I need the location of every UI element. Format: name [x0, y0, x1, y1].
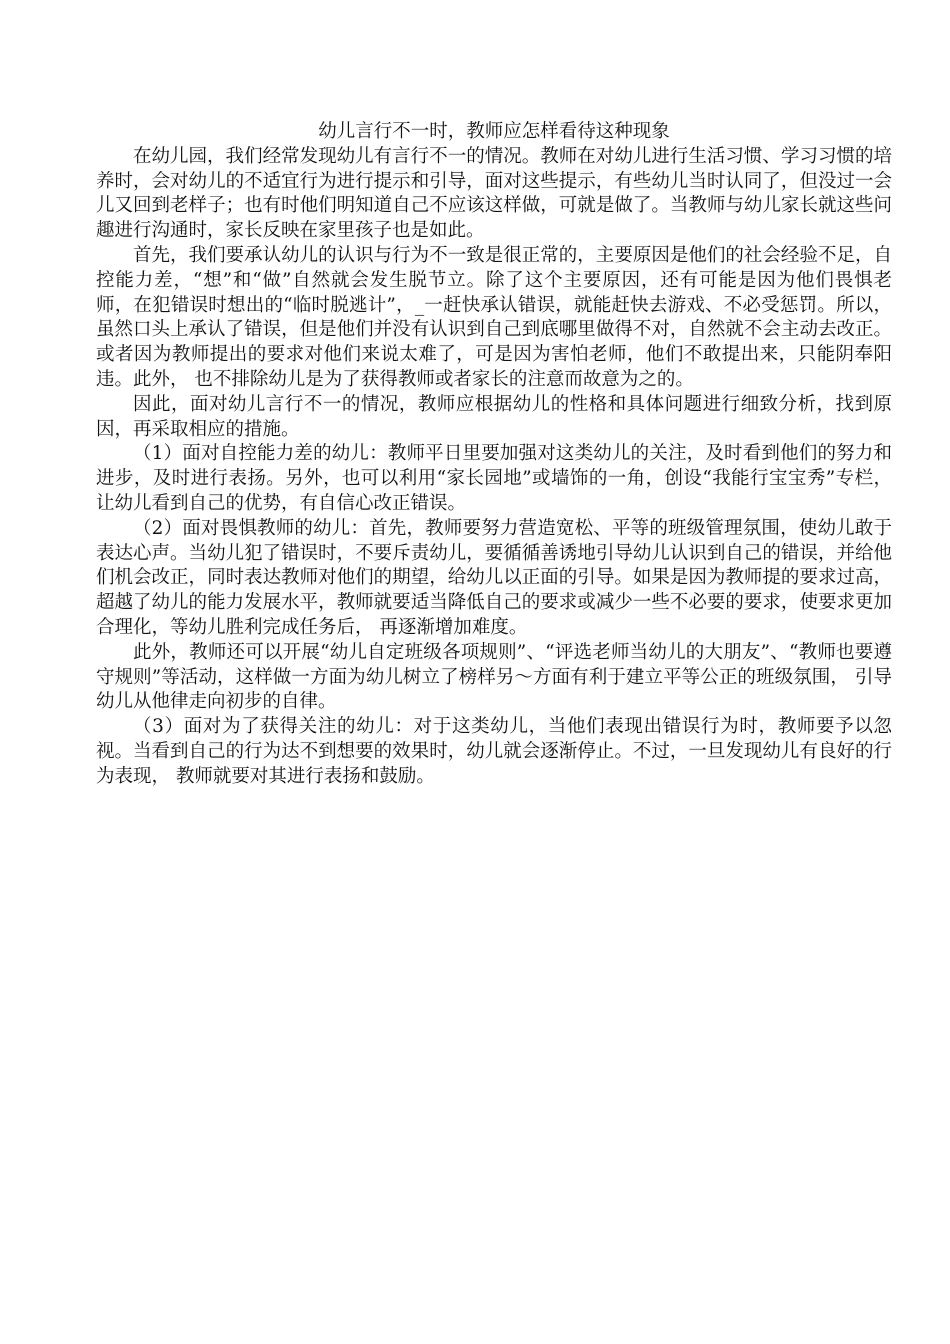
paragraph-intro: 在幼儿园，我们经常发现幼儿有言行不一的情况。教师在对幼儿进行生活习惯、学习习惯的培养时，会对幼儿的不适宜行为进行提示和引导，面对这些提示，有些幼儿当时认同了，但没过一会儿又回到老样子；也有时他们明知道自己不应该这样做，可就是做了。当教师与幼儿家长就这些问趣进行沟通时，家长反映在家里孩子也是如此。 [96, 145, 892, 242]
paragraph-reasons: 首先，我们要承认幼儿的认识与行为不一致是很正常的，主要原因是他们的社会经验不足，自控能力差，“想”和“做”自然就会发生脱节立。除了这个主要原因，还有可能是因为他们畏惧老师，在犯错误时想出的“临时脱逃计”，_一赶快承认错误，就能赶快去游戏、不必受惩罚。所以，虽然口头上承认了错误，但是他们并没有认识到自己到底哪里做得不对，自然就不会主动去改正。或者因为教师提出的要求对他们来说太难了，可是因为害怕老师，他们不敢提出来，只能阴奉阳违。此外， 也不排除幼儿是为了获得教师或者家长的注意而故意为之的。 [96, 244, 892, 390]
paragraph-point-2: （2）面对畏惧教师的幼儿：首先，教师要努力营造宽松、平等的班级管理氛围，使幼儿敢于表达心声。当幼儿犯了错误时，不要斥责幼儿，要循循善诱地引导幼儿认识到自己的错误，并给他们机会改正，同时表达教师对他们的期望，给幼儿以正面的引导。如果是因为教师提的要求过高，超越了幼儿的能力发展水平，教师就要适当降低自己的要求或减少一些不必要的要求，使要求更加合理化，等幼儿胜利完成任务后， 再逐渐增加难度。 [96, 517, 892, 638]
paragraph-point-3: （3）面对为了获得关注的幼儿：对于这类幼儿，当他们表现出错误行为时，教师要予以忽视。当看到自己的行为达不到想要的效果时，幼儿就会逐渐停止。不过，一旦发现幼儿有良好的行为表现， 教师就要对其进行表扬和鼓励。 [96, 716, 892, 787]
paragraph-point-1: （1）面对自控能力差的幼儿：教师平日里要加强对这类幼儿的关注，及时看到他们的努力和进步，及时进行表扬。另外，也可以利用“家长园地”或墙饰的一角，创设“我能行宝宝秀”专栏，让幼儿看到自己的优势，有自信心改正错误。 [96, 443, 892, 514]
paragraph-therefore: 因此，面对幼儿言行不一的情况，教师应根据幼儿的性格和具体问题进行细致分析，找到原因，再采取相应的措施。 [96, 393, 892, 440]
document-title: 幼儿言行不一时，教师应怎样看待这种现象 [318, 121, 670, 142]
paragraph-activities: 此外，教师还可以开展“幼儿自定班级各项规则”、“评选老师当幼儿的大朋友”、“教师也要遵守规则”等活动，这样做一方面为幼儿树立了榜样另～方面有利于建立平等公正的班级氛围， 引导幼儿从他律走向初步的自律。 [96, 641, 892, 713]
document-page [96, 120, 892, 790]
